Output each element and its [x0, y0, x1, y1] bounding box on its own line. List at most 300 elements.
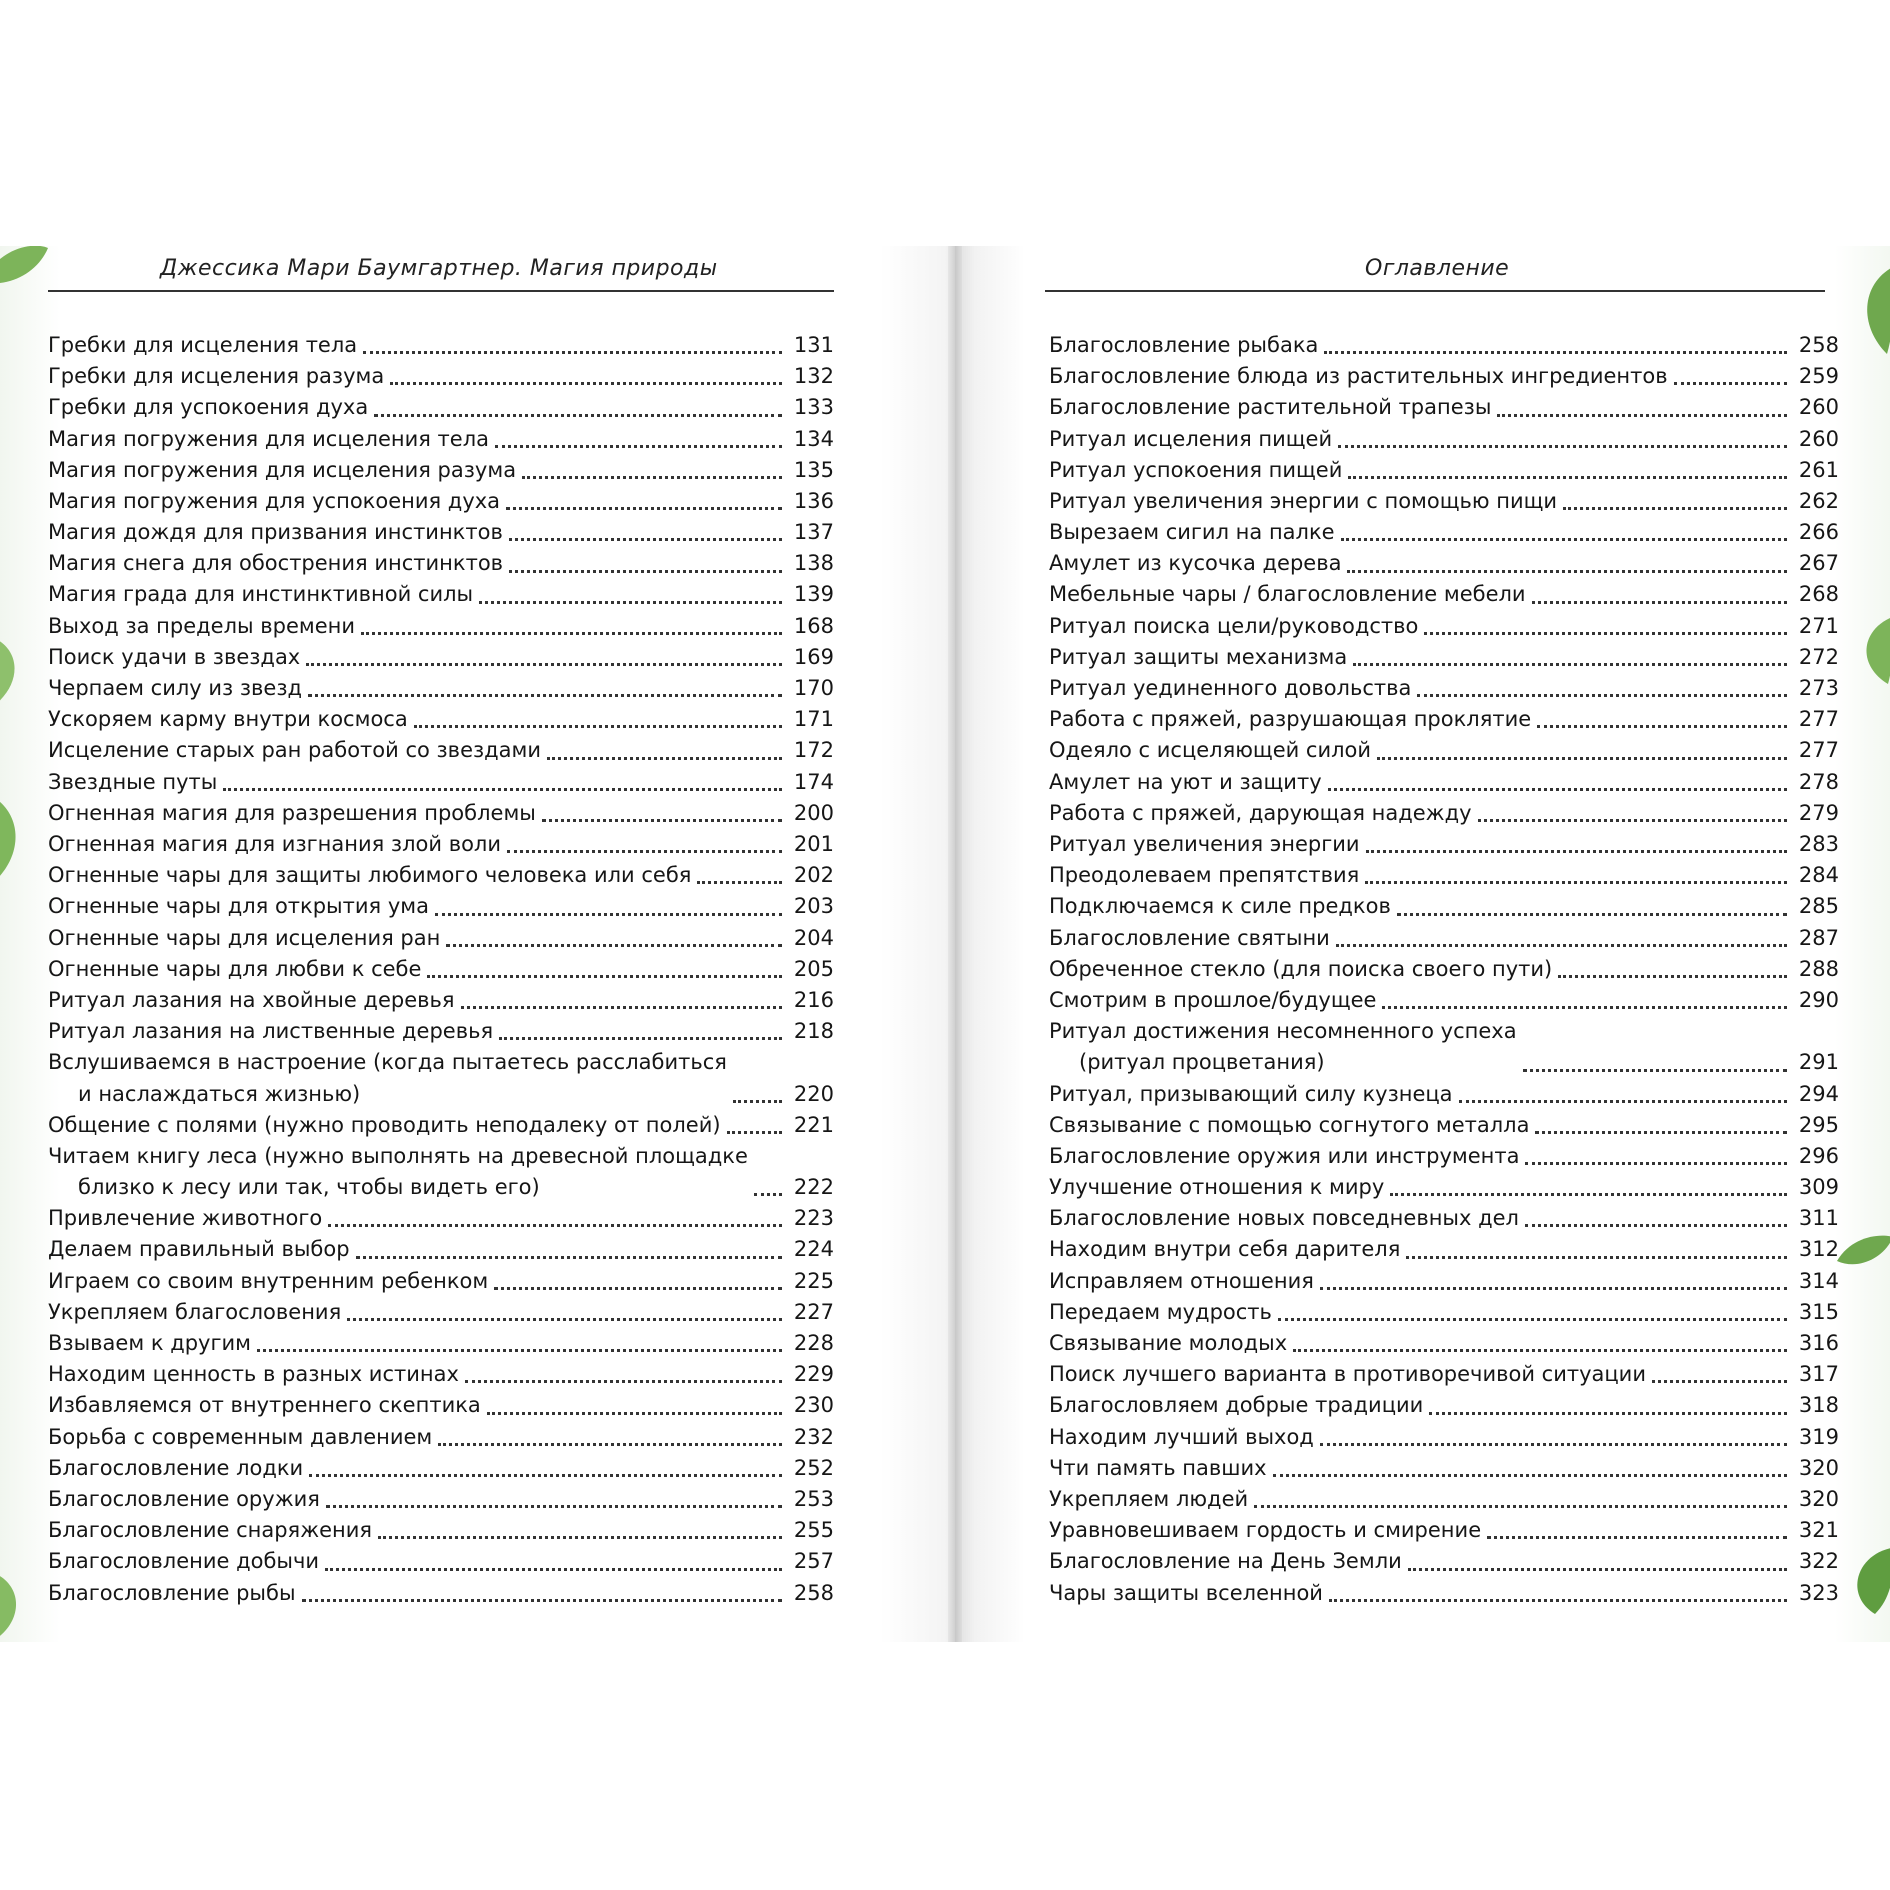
- page-number: 291: [1798, 1050, 1839, 1075]
- entry-title: Ритуал увеличения энергии: [1049, 831, 1360, 856]
- toc-entry: [1049, 1392, 1839, 1423]
- page-number: 311: [1798, 1206, 1839, 1231]
- toc-entry: [1049, 1455, 1839, 1486]
- toc-entry: [1049, 1517, 1839, 1548]
- page-number: 135: [793, 457, 834, 482]
- entry-title: Магия града для инстинктивной силы: [48, 582, 474, 607]
- page-number: 225: [793, 1268, 834, 1293]
- toc-entry: [48, 394, 834, 425]
- page-number: 169: [793, 644, 834, 669]
- entry-title: Магия погружения для успокоения духа: [48, 488, 501, 513]
- entry-title: Ритуал защиты механизма: [1049, 644, 1348, 669]
- page-number: 224: [793, 1237, 834, 1262]
- dot-leader: [1293, 1349, 1787, 1352]
- toc-entry: [1049, 925, 1839, 956]
- toc-entry: [48, 1143, 834, 1205]
- page-number: 287: [1798, 925, 1839, 950]
- toc-entry: [1049, 800, 1839, 831]
- entry-title: Борьба с современным давлением: [48, 1424, 433, 1449]
- toc-entry: [48, 925, 834, 956]
- toc-entry: [48, 737, 834, 768]
- page-number: 262: [1798, 488, 1839, 513]
- page-number: 252: [793, 1455, 834, 1480]
- dot-leader: [1497, 414, 1787, 417]
- dot-leader: [1320, 1287, 1787, 1290]
- entry-title: Ускоряем карму внутри космоса: [48, 707, 408, 732]
- page-number: 137: [793, 520, 834, 545]
- toc-entry: [48, 519, 834, 550]
- entry-title: Связывание молодых: [1049, 1331, 1288, 1355]
- page-number: 267: [1798, 551, 1839, 576]
- dot-leader: [507, 850, 782, 853]
- entry-title: Поиск лучшего варианта в противоречивой ситуации: [1049, 1362, 1646, 1387]
- entry-title: Ритуал лазания на хвойные деревья: [48, 987, 455, 1012]
- entry-title: Благословление добычи: [48, 1549, 320, 1574]
- toc-entry: [48, 1112, 834, 1143]
- dot-leader: [326, 1505, 782, 1508]
- page-number: 132: [793, 364, 834, 389]
- page-number: 322: [1798, 1549, 1839, 1574]
- entry-title: Благословление на День Земли: [1049, 1549, 1402, 1574]
- toc-entry: [1049, 1174, 1839, 1205]
- entry-title: Магия погружения для исцеления тела: [48, 426, 489, 451]
- entry-title: Чары защиты вселенной: [1049, 1580, 1323, 1605]
- toc-entry: [1049, 644, 1839, 675]
- toc-entry: [1049, 426, 1839, 457]
- dot-leader: [487, 1412, 782, 1415]
- toc-entry: [48, 1299, 834, 1330]
- dot-leader: [1377, 757, 1787, 760]
- page-number: 319: [1798, 1424, 1839, 1449]
- page-number: 260: [1798, 426, 1839, 451]
- toc-entry: [1049, 1548, 1839, 1579]
- dot-leader: [308, 694, 782, 697]
- entry-title: Вырезаем сигил на палке: [1049, 520, 1335, 545]
- entry-title: Благословление рыбака: [1049, 332, 1319, 357]
- page-number: 260: [1798, 395, 1839, 420]
- entry-title: Находим ценность в разных истинах: [48, 1362, 459, 1387]
- entry-title: Гребки для исцеления разума: [48, 364, 385, 389]
- dot-leader: [465, 1380, 782, 1383]
- page-number: 218: [793, 1019, 834, 1044]
- page-number: 220: [793, 1081, 834, 1106]
- entry-title: Чти память павших: [1049, 1455, 1267, 1480]
- page-number: 168: [793, 613, 834, 638]
- entry-title-line2: близко к лесу или так, чтобы видеть его): [78, 1175, 540, 1200]
- toc-entry: [48, 1424, 834, 1455]
- page-number: 279: [1798, 800, 1839, 825]
- entry-title: Уравновешиваем гордость и смирение: [1049, 1518, 1482, 1543]
- dot-leader: [1487, 1536, 1787, 1539]
- dot-leader: [361, 632, 782, 635]
- dot-leader: [522, 476, 782, 479]
- entry-title: Огненные чары для защиты любимого человека или себя: [48, 863, 692, 888]
- page-number: 271: [1798, 613, 1839, 638]
- toc-entry: [1049, 1018, 1839, 1080]
- entry-title: Магия дождя для призвания инстинктов: [48, 520, 503, 545]
- page-number: 315: [1798, 1299, 1839, 1324]
- entry-title: Работа с пряжей, разрушающая проклятие: [1049, 707, 1532, 732]
- toc-entry: [48, 956, 834, 987]
- entry-title: Черпаем силу из звезд: [48, 676, 303, 701]
- dot-leader: [1382, 1006, 1787, 1009]
- entry-title: Исправляем отношения: [1049, 1268, 1314, 1293]
- dot-leader: [427, 975, 782, 978]
- entry-title: Ритуал уединенного довольства: [1049, 676, 1412, 701]
- page-number: 317: [1798, 1362, 1839, 1387]
- entry-title: Звездные путы: [48, 769, 218, 794]
- dot-leader: [495, 445, 782, 448]
- page-number: 316: [1798, 1331, 1839, 1355]
- page-number: 230: [793, 1393, 834, 1418]
- entry-title: Поиск удачи в звездах: [48, 644, 301, 669]
- page-number: 259: [1798, 364, 1839, 389]
- toc-entry: [48, 1205, 834, 1236]
- toc-entry: [48, 1455, 834, 1486]
- page-number: 139: [793, 582, 834, 607]
- dot-leader: [306, 663, 782, 666]
- page-number: 288: [1798, 956, 1839, 981]
- toc-entry: [1049, 737, 1839, 768]
- page-number: 309: [1798, 1175, 1839, 1200]
- entry-title-line2: (ритуал процветания): [1079, 1050, 1325, 1075]
- page-number: 221: [793, 1112, 834, 1137]
- page-number: 320: [1798, 1486, 1839, 1511]
- toc-entry: [1049, 1112, 1839, 1143]
- entry-title: Благословление святыни: [1049, 925, 1330, 950]
- entry-title: Укрепляем благословения: [48, 1299, 342, 1324]
- page-number: 261: [1798, 457, 1839, 482]
- page-number: 323: [1798, 1580, 1839, 1605]
- header-rule-right: [1045, 290, 1825, 292]
- entry-title: Благословление рыбы: [48, 1580, 296, 1605]
- dot-leader: [1390, 1193, 1787, 1196]
- dot-leader: [1525, 1224, 1787, 1227]
- dot-leader: [727, 1131, 782, 1134]
- toc-entry: [1049, 1081, 1839, 1112]
- dot-leader: [1273, 1474, 1787, 1477]
- toc-entry: [48, 1392, 834, 1423]
- page-number: 272: [1798, 644, 1839, 669]
- toc-entry: [1049, 1361, 1839, 1392]
- dot-leader: [1459, 1100, 1787, 1103]
- toc-entry: [1049, 1268, 1839, 1299]
- toc-entry: [48, 488, 834, 519]
- dot-leader: [733, 1100, 782, 1103]
- dot-leader: [257, 1349, 782, 1352]
- toc-entry: [1049, 519, 1839, 550]
- dot-leader: [302, 1599, 782, 1602]
- entry-title: Делаем правильный выбор: [48, 1237, 350, 1262]
- entry-title: Находим лучший выход: [1049, 1424, 1314, 1449]
- entry-title: Ритуал исцеления пищей: [1049, 426, 1333, 451]
- page-number: 223: [793, 1206, 834, 1231]
- toc-entry: [48, 987, 834, 1018]
- toc-entry: [48, 363, 834, 394]
- header-rule-left: [48, 290, 834, 292]
- page-number: 172: [793, 738, 834, 763]
- running-head-right: Оглавление: [1365, 256, 1510, 281]
- entry-title: Ритуал лазания на лиственные деревья: [48, 1019, 494, 1044]
- page-number: 295: [1798, 1112, 1839, 1137]
- entry-title: Благословление лодки: [48, 1455, 304, 1480]
- entry-title: [48, 1047, 727, 1111]
- leaf-icon: [1855, 266, 1890, 356]
- entry-title: Находим внутри себя дарителя: [1049, 1237, 1401, 1262]
- dot-leader: [479, 601, 782, 604]
- page-number: 294: [1798, 1081, 1839, 1106]
- page-number: 296: [1798, 1143, 1839, 1168]
- page-number: 222: [793, 1175, 834, 1200]
- dot-leader: [1406, 1256, 1787, 1259]
- toc-entry: [1049, 831, 1839, 862]
- toc-entry: [1049, 394, 1839, 425]
- leaf-icon: [0, 1571, 28, 1641]
- page-number: 285: [1798, 894, 1839, 919]
- toc-entry: [48, 1018, 834, 1049]
- dot-leader: [1525, 1162, 1787, 1165]
- dot-leader: [1328, 788, 1787, 791]
- entry-title-line2: и наслаждаться жизнью): [78, 1081, 361, 1106]
- entry-title: Огненная магия для разрешения проблемы: [48, 800, 536, 825]
- entry-title: Благословляем добрые традиции: [1049, 1393, 1424, 1418]
- toc-entry: [1049, 1205, 1839, 1236]
- toc-entry: [1049, 363, 1839, 394]
- toc-entry: [48, 893, 834, 924]
- toc-entry: [48, 1517, 834, 1548]
- right-page: [955, 246, 1890, 1642]
- entry-title: Укрепляем людей: [1049, 1486, 1249, 1511]
- dot-leader: [446, 944, 782, 947]
- dot-leader: [1478, 819, 1787, 822]
- dot-leader: [509, 538, 782, 541]
- entry-title: Благословление блюда из растительных ингредиентов: [1049, 364, 1668, 389]
- page-number: 312: [1798, 1237, 1839, 1262]
- toc-entry: [1049, 457, 1839, 488]
- toc-entry: [1049, 550, 1839, 581]
- page-number: 277: [1798, 707, 1839, 732]
- page-number: 258: [793, 1580, 834, 1605]
- dot-leader: [309, 1474, 782, 1477]
- entry-title: Ритуал поиска цели/руководство: [1049, 613, 1419, 638]
- toc-entry: [48, 1268, 834, 1299]
- toc-list-left: [48, 332, 834, 1611]
- toc-entry: [1049, 987, 1839, 1018]
- entry-title: Благословление оружия или инструмента: [1049, 1143, 1520, 1168]
- toc-entry: [48, 831, 834, 862]
- entry-title: Передаем мудрость: [1049, 1299, 1272, 1324]
- entry-title: Огненные чары для исцеления ран: [48, 925, 441, 950]
- dot-leader: [1365, 881, 1787, 884]
- dot-leader: [494, 1287, 782, 1290]
- entry-title: Огненная магия для изгнания злой воли: [48, 831, 501, 856]
- dot-leader: [328, 1224, 782, 1227]
- entry-title: Благословление новых повседневных дел: [1049, 1206, 1519, 1231]
- page-number: 133: [793, 395, 834, 420]
- toc-entry: [48, 1361, 834, 1392]
- page-number: 320: [1798, 1455, 1839, 1480]
- dot-leader: [1366, 850, 1787, 853]
- dot-leader: [414, 725, 782, 728]
- dot-leader: [1535, 1131, 1787, 1134]
- entry-title: Амулет на уют и защиту: [1049, 769, 1322, 794]
- toc-entry: [48, 1548, 834, 1579]
- page-number: 203: [793, 894, 834, 919]
- entry-title: Амулет из кусочка дерева: [1049, 551, 1342, 576]
- entry-title: Благословление растительной трапезы: [1049, 395, 1492, 420]
- dot-leader: [1397, 913, 1787, 916]
- dot-leader: [754, 1193, 782, 1196]
- dot-leader: [435, 913, 782, 916]
- entry-title: Ритуал, призывающий силу кузнеца: [1049, 1081, 1453, 1106]
- page-number: 170: [793, 676, 834, 701]
- toc-list-right: [1049, 332, 1839, 1611]
- dot-leader: [542, 819, 782, 822]
- page-number: 228: [793, 1331, 834, 1356]
- dot-leader: [509, 570, 782, 573]
- page-number: 134: [793, 426, 834, 451]
- left-page: [0, 246, 955, 1642]
- entry-title: Взываем к другим: [48, 1331, 251, 1356]
- dot-leader: [499, 1037, 782, 1040]
- toc-entry: [1049, 956, 1839, 987]
- leaf-icon: [1835, 1231, 1890, 1271]
- page-number: 205: [793, 956, 834, 981]
- dot-leader: [1324, 351, 1787, 354]
- toc-entry: [48, 769, 834, 800]
- toc-entry: [48, 582, 834, 613]
- page-number: 283: [1798, 831, 1839, 856]
- page-number: 290: [1798, 987, 1839, 1012]
- dot-leader: [1652, 1380, 1787, 1383]
- entry-title: Огненные чары для любви к себе: [48, 956, 422, 981]
- toc-entry: [48, 1236, 834, 1267]
- page-number: 171: [793, 707, 834, 732]
- toc-entry: [48, 457, 834, 488]
- page-number: 314: [1798, 1268, 1839, 1293]
- page-number: 138: [793, 551, 834, 576]
- toc-entry: [48, 332, 834, 363]
- toc-entry: [48, 1580, 834, 1611]
- toc-entry: [48, 613, 834, 644]
- toc-entry: [1049, 613, 1839, 644]
- toc-entry: [48, 644, 834, 675]
- dot-leader: [1338, 445, 1787, 448]
- page-number: 257: [793, 1549, 834, 1574]
- toc-entry: [48, 1049, 834, 1111]
- toc-entry: [48, 1330, 834, 1361]
- toc-entry: [1049, 1486, 1839, 1517]
- entry-title: Магия снега для обострения инстинктов: [48, 551, 504, 576]
- toc-entry: [1049, 1330, 1839, 1361]
- entry-title: Привлечение животного: [48, 1206, 323, 1231]
- page-number: 273: [1798, 676, 1839, 701]
- page-number: 229: [793, 1362, 834, 1387]
- page-number: 174: [793, 769, 834, 794]
- toc-entry: [1049, 488, 1839, 519]
- toc-entry: [1049, 1424, 1839, 1455]
- dot-leader: [1341, 538, 1787, 541]
- toc-entry: [1049, 332, 1839, 363]
- dot-leader: [1417, 694, 1787, 697]
- entry-title: Магия погружения для исцеления разума: [48, 457, 517, 482]
- entry-title: Ритуал успокоения пищей: [1049, 457, 1343, 482]
- dot-leader: [1329, 1599, 1787, 1602]
- dot-leader: [1320, 1443, 1787, 1446]
- entry-title: [48, 1141, 748, 1205]
- entry-title: Общение с полями (нужно проводить неподалеку от полей): [48, 1112, 721, 1137]
- entry-title: Благословление снаряжения: [48, 1518, 373, 1543]
- entry-title: Смотрим в прошлое/будущее: [1049, 987, 1377, 1012]
- dot-leader: [547, 757, 782, 760]
- toc-entry: [1049, 582, 1839, 613]
- book-spread: [0, 246, 1890, 1642]
- dot-leader: [363, 351, 782, 354]
- entry-title: Одеяло с исцеляющей силой: [1049, 738, 1372, 763]
- entry-title: Гребки для исцеления тела: [48, 332, 358, 357]
- entry-title: Связывание с помощью согнутого металла: [1049, 1112, 1530, 1137]
- dot-leader: [1347, 570, 1787, 573]
- toc-entry: [1049, 893, 1839, 924]
- dot-leader: [1278, 1318, 1787, 1321]
- dot-leader: [390, 382, 782, 385]
- dot-leader: [697, 881, 782, 884]
- entry-title: Преодолеваем препятствия: [1049, 863, 1360, 888]
- leaf-icon: [1850, 616, 1890, 686]
- page-number: 200: [793, 800, 834, 825]
- entry-title: Избавляемся от внутреннего скептика: [48, 1393, 481, 1418]
- toc-entry: [1049, 1143, 1839, 1174]
- entry-title: Исцеление старых ран работой со звездами: [48, 738, 542, 763]
- toc-entry: [48, 550, 834, 581]
- page-number: 204: [793, 925, 834, 950]
- book-gutter: [948, 246, 962, 1642]
- toc-entry: [1049, 675, 1839, 706]
- entry-title: Выход за пределы времени: [48, 613, 356, 638]
- dot-leader: [1558, 975, 1787, 978]
- page-number: 232: [793, 1424, 834, 1449]
- dot-leader: [1336, 944, 1787, 947]
- entry-title-line1: Читаем книгу леса (нужно выполнять на древесной площадке: [48, 1143, 748, 1168]
- page-number: 321: [1798, 1518, 1839, 1543]
- page-number: 266: [1798, 520, 1839, 545]
- page-number: 318: [1798, 1393, 1839, 1418]
- dot-leader: [1674, 382, 1787, 385]
- toc-entry: [48, 706, 834, 737]
- page-number: 253: [793, 1486, 834, 1511]
- toc-entry: [1049, 862, 1839, 893]
- leaf-icon: [0, 636, 24, 706]
- dot-leader: [325, 1568, 782, 1571]
- entry-title: Играем со своим внутренним ребенком: [48, 1268, 489, 1293]
- dot-leader: [1408, 1568, 1787, 1571]
- entry-title: Ритуал увеличения энергии с помощью пищи: [1049, 488, 1558, 513]
- dot-leader: [374, 414, 782, 417]
- dot-leader: [1532, 601, 1787, 604]
- dot-leader: [1429, 1412, 1787, 1415]
- leaf-icon: [0, 246, 50, 290]
- toc-entry: [48, 862, 834, 893]
- dot-leader: [1254, 1505, 1787, 1508]
- dot-leader: [1424, 632, 1787, 635]
- dot-leader: [1353, 663, 1787, 666]
- dot-leader: [347, 1318, 782, 1321]
- page-number: 216: [793, 987, 834, 1012]
- dot-leader: [506, 507, 782, 510]
- page-number: 131: [793, 332, 834, 357]
- entry-title: Мебельные чары / благословление мебели: [1049, 582, 1526, 607]
- dot-leader: [378, 1536, 782, 1539]
